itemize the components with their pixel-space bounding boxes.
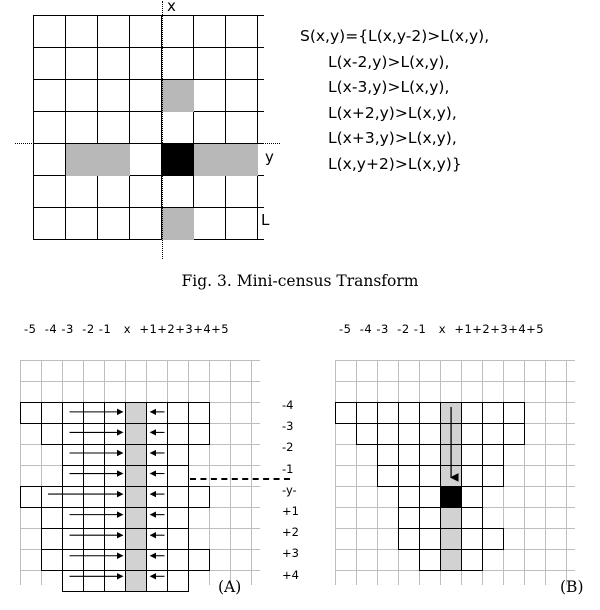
panel-b <box>335 360 575 600</box>
grid-line-h <box>33 111 264 112</box>
census-cell-down2 <box>162 208 194 240</box>
row-label: -2 <box>282 440 294 455</box>
panel-a <box>20 360 260 600</box>
grid-line-h <box>33 15 264 16</box>
row-label: -4 <box>282 398 294 412</box>
axis-label-y: y <box>265 148 274 166</box>
row-label: +3 <box>282 546 299 561</box>
formula-line: L(x-2,y)>L(x,y), <box>328 52 450 71</box>
formula-line: S(x,y)={L(x,y-2)>L(x,y), <box>300 27 490 45</box>
formula-line: L(x,y+2)>L(x,y)} <box>328 154 462 173</box>
grid-line-h <box>33 79 264 80</box>
grid-line-h <box>33 47 264 48</box>
panel-a-arrows <box>20 360 260 590</box>
panel-a-tag: (A) <box>218 578 242 596</box>
panel-b-arrow <box>335 360 575 590</box>
panel-b-column-header: -5 -4 -3 -2 -1 x +1+2+3+4+5 <box>339 322 545 336</box>
grid-line-h <box>33 239 264 240</box>
panel-row-labels <box>282 395 312 586</box>
row-label: -y- <box>282 482 297 497</box>
figure-caption: Fig. 3. Mini-census Transform <box>181 272 419 290</box>
row-label: -3 <box>282 419 294 434</box>
grid-line-h <box>33 207 264 208</box>
axis-x-dotted <box>162 1 163 259</box>
mini-census-grid <box>33 0 274 240</box>
formula-line: L(x+2,y)>L(x,y), <box>328 103 457 122</box>
census-cell-center <box>162 144 194 176</box>
row-label: +4 <box>282 567 299 582</box>
axis-label-L: L <box>261 211 270 229</box>
panel-b-tag: (B) <box>560 578 584 596</box>
census-cell-left2 <box>98 144 130 176</box>
row-label: +2 <box>282 525 299 540</box>
panel-a-column-header: -5 -4 -3 -2 -1 x +1+2+3+4+5 <box>24 322 230 336</box>
formula-line: L(x-3,y)>L(x,y), <box>328 78 450 96</box>
y-axis-dashed-line <box>190 478 290 480</box>
census-cell-up2 <box>162 80 194 112</box>
census-formula <box>300 24 590 177</box>
row-label: -1 <box>282 461 294 476</box>
axis-y-dotted <box>15 143 280 144</box>
census-cell-right2 <box>194 144 226 176</box>
formula-line: L(x+3,y)>L(x,y), <box>328 129 457 147</box>
census-cell-left3 <box>66 144 98 176</box>
census-cell-right3 <box>226 144 258 176</box>
axis-label-x: x <box>167 0 176 15</box>
row-label: +1 <box>282 504 299 519</box>
